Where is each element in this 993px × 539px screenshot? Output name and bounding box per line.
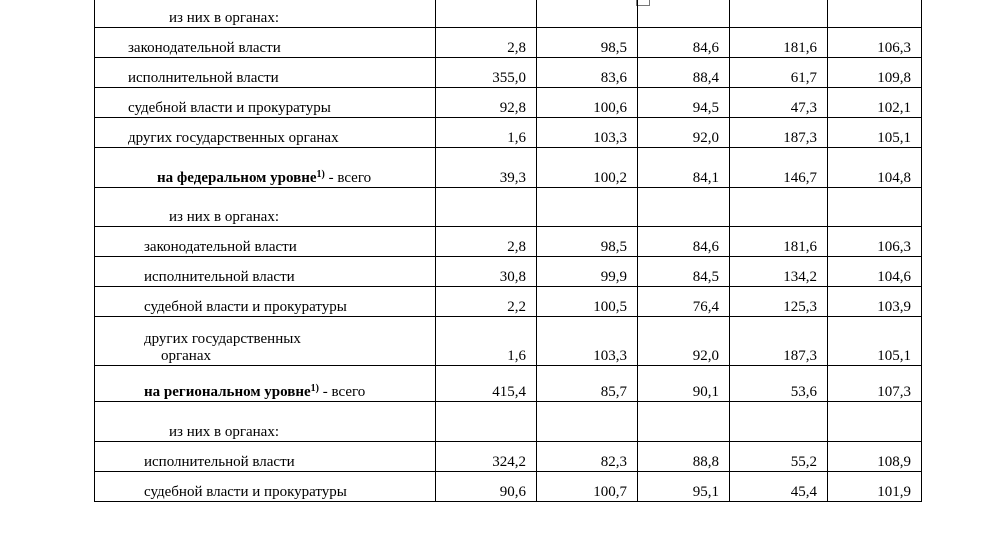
row-label-text: на федеральном уровне — [157, 170, 317, 186]
row-label-cell — [95, 472, 436, 502]
value-cell-col-2 — [537, 402, 638, 442]
table-row — [95, 287, 922, 317]
value-cell-col-3: 90,1 — [638, 366, 730, 402]
value-cell-col-1: 355,0 — [436, 58, 537, 88]
value-cell-col-3 — [638, 188, 730, 227]
value-cell-col-2: 98,5 — [537, 227, 638, 257]
row-label — [95, 454, 425, 471]
value-cell-col-4: 125,3 — [730, 287, 828, 317]
row-label-text: судебной власти и прокуратуры — [144, 484, 347, 500]
value-cell-col-1: 1,6 — [436, 118, 537, 148]
value-cell-col-2: 85,7 — [537, 366, 638, 402]
value-cell-col-2: 98,5 — [537, 28, 638, 58]
row-label-text: других государственных органах — [128, 130, 339, 146]
value-cell-col-4: 53,6 — [730, 366, 828, 402]
value-cell-col-1: 2,8 — [436, 227, 537, 257]
value-cell-col-4 — [730, 402, 828, 442]
value-cell-col-3: 76,4 — [638, 287, 730, 317]
value-cell-col-1 — [436, 0, 537, 28]
value-cell-col-4: 61,7 — [730, 58, 828, 88]
table-row — [95, 58, 922, 88]
value-cell-col-3: 95,1 — [638, 472, 730, 502]
row-label-continuation: органах — [161, 348, 211, 364]
value-cell-col-2: 83,6 — [537, 58, 638, 88]
value-cell-col-5: 109,8 — [828, 58, 922, 88]
value-cell-col-4: 187,3 — [730, 317, 828, 366]
row-label-cell — [95, 366, 436, 402]
value-cell-col-5: 105,1 — [828, 118, 922, 148]
value-cell-col-3: 94,5 — [638, 88, 730, 118]
value-cell-col-3: 92,0 — [638, 118, 730, 148]
row-label-cell — [95, 287, 436, 317]
table-row — [95, 118, 922, 148]
row-label-cell — [95, 58, 436, 88]
table-row — [95, 227, 922, 257]
value-cell-col-3: 84,6 — [638, 227, 730, 257]
value-cell-col-3: 88,8 — [638, 442, 730, 472]
value-cell-col-1: 1,6 — [436, 317, 537, 366]
row-label-text: законодательной власти — [144, 239, 297, 255]
value-cell-col-3: 84,6 — [638, 28, 730, 58]
row-label-cell — [95, 28, 436, 58]
row-label-suffix: - всего — [319, 384, 366, 400]
value-cell-col-1 — [436, 402, 537, 442]
table-row — [95, 148, 922, 188]
value-cell-col-2: 100,6 — [537, 88, 638, 118]
row-label — [95, 331, 425, 348]
value-cell-col-1: 415,4 — [436, 366, 537, 402]
row-label — [95, 424, 425, 441]
row-label-cell — [95, 257, 436, 287]
row-label-text: из них в органах: — [169, 424, 280, 440]
value-cell-col-5: 106,3 — [828, 227, 922, 257]
value-cell-col-5 — [828, 402, 922, 442]
value-cell-col-4: 187,3 — [730, 118, 828, 148]
row-label-cell — [95, 88, 436, 118]
value-cell-col-4: 181,6 — [730, 28, 828, 58]
value-cell-col-4 — [730, 188, 828, 227]
table-row — [95, 88, 922, 118]
table-body — [95, 0, 922, 502]
value-cell-col-1: 324,2 — [436, 442, 537, 472]
value-cell-col-2 — [537, 188, 638, 227]
value-cell-col-2: 103,3 — [537, 317, 638, 366]
table-row — [95, 366, 922, 402]
row-label — [95, 299, 425, 316]
value-cell-col-3: 84,1 — [638, 148, 730, 188]
row-label-cell — [95, 0, 436, 28]
value-cell-col-2: 100,2 — [537, 148, 638, 188]
table-row — [95, 402, 922, 442]
row-label-text: законодательной власти — [128, 40, 281, 56]
table-row — [95, 442, 922, 472]
row-label-cell — [95, 188, 436, 227]
row-label — [95, 484, 425, 501]
footnote-marker: 1) — [310, 383, 320, 394]
footnote-marker: 1) — [316, 169, 325, 180]
row-label — [95, 269, 425, 286]
value-cell-col-5: 103,9 — [828, 287, 922, 317]
row-label — [95, 10, 425, 27]
table-row — [95, 188, 922, 227]
value-cell-col-5 — [828, 0, 922, 28]
value-cell-col-5 — [828, 188, 922, 227]
value-cell-col-1: 30,8 — [436, 257, 537, 287]
value-cell-col-2: 82,3 — [537, 442, 638, 472]
value-cell-col-4: 55,2 — [730, 442, 828, 472]
value-cell-col-5: 104,6 — [828, 257, 922, 287]
row-label-cell — [95, 227, 436, 257]
value-cell-col-2: 100,7 — [537, 472, 638, 502]
row-label-text: исполнительной власти — [144, 269, 295, 285]
row-label — [95, 209, 425, 226]
value-cell-col-4: 134,2 — [730, 257, 828, 287]
table-row — [95, 28, 922, 58]
row-label — [95, 166, 425, 187]
value-cell-col-2 — [537, 0, 638, 28]
value-cell-col-5: 105,1 — [828, 317, 922, 366]
row-label-text: из них в органах: — [169, 209, 280, 225]
row-label-cell — [95, 317, 436, 366]
table-row — [95, 472, 922, 502]
value-cell-col-3 — [638, 0, 730, 28]
row-label — [95, 239, 425, 256]
statistics-table — [94, 0, 922, 502]
value-cell-col-5: 102,1 — [828, 88, 922, 118]
row-label-text: из них в органах: — [169, 10, 280, 26]
value-cell-col-4: 146,7 — [730, 148, 828, 188]
row-label — [95, 40, 425, 57]
value-cell-col-2: 103,3 — [537, 118, 638, 148]
value-cell-col-4: 181,6 — [730, 227, 828, 257]
row-label-text: исполнительной власти — [128, 70, 279, 86]
value-cell-col-1: 2,2 — [436, 287, 537, 317]
value-cell-col-5: 104,8 — [828, 148, 922, 188]
row-label-text: на региональном уровне — [144, 384, 311, 400]
value-cell-col-1: 90,6 — [436, 472, 537, 502]
value-cell-col-3 — [638, 402, 730, 442]
row-label-cell — [95, 402, 436, 442]
row-label-cell — [95, 118, 436, 148]
value-cell-col-4 — [730, 0, 828, 28]
value-cell-col-2: 100,5 — [537, 287, 638, 317]
row-label — [95, 380, 425, 401]
table-row — [95, 317, 922, 366]
row-label-text: исполнительной власти — [144, 454, 295, 470]
value-cell-col-4: 47,3 — [730, 88, 828, 118]
value-cell-col-3: 88,4 — [638, 58, 730, 88]
row-label — [95, 70, 425, 87]
value-cell-col-4: 45,4 — [730, 472, 828, 502]
row-label-text: судебной власти и прокуратуры — [128, 100, 331, 116]
value-cell-col-5: 107,3 — [828, 366, 922, 402]
value-cell-col-2: 99,9 — [537, 257, 638, 287]
value-cell-col-1: 39,3 — [436, 148, 537, 188]
value-cell-col-1 — [436, 188, 537, 227]
value-cell-col-1: 92,8 — [436, 88, 537, 118]
value-cell-col-5: 101,9 — [828, 472, 922, 502]
row-label-suffix: - всего — [324, 170, 372, 186]
table-row — [95, 257, 922, 287]
row-label-cell — [95, 442, 436, 472]
row-label-text: судебной власти и прокуратуры — [144, 299, 347, 315]
value-cell-col-3: 92,0 — [638, 317, 730, 366]
value-cell-col-1: 2,8 — [436, 28, 537, 58]
row-label-text: других государственных — [144, 331, 301, 347]
value-cell-col-3: 84,5 — [638, 257, 730, 287]
row-label — [95, 100, 425, 117]
row-label — [95, 130, 425, 147]
value-cell-col-5: 108,9 — [828, 442, 922, 472]
value-cell-col-5: 106,3 — [828, 28, 922, 58]
row-label-cell — [95, 148, 436, 188]
table-row — [95, 0, 922, 28]
